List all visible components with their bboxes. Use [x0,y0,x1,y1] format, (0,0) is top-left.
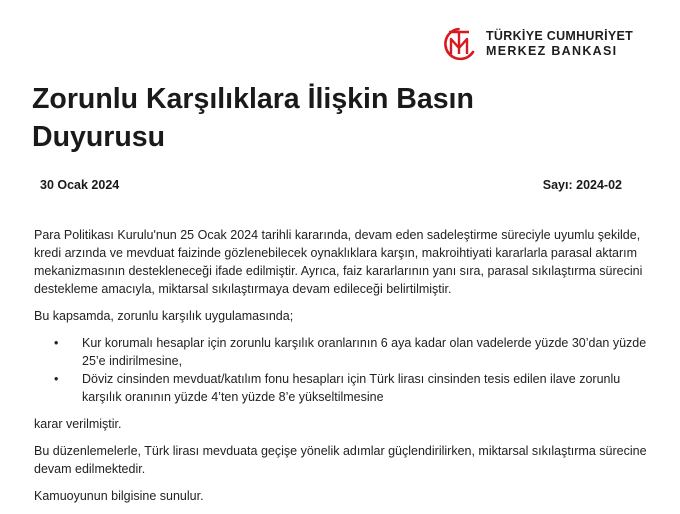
logo-text [486,29,633,59]
logo-line-1: TÜRKİYE CUMHURİYET [486,29,634,43]
bullet-icon: • [54,336,59,350]
logo-line-2: MERKEZ BANKASI [486,44,618,58]
list-item-text: Kur korumalı hesaplar için zorunlu karşılık oranlarının 6 aya kadar olan vadelerde yüzde 30’dan yüzde 25’e indirilmesine, [82,336,647,368]
document-issue-number: Sayı: 2024-02 [542,178,622,192]
paragraph-conclusion: Bu düzenlemelerle, Türk lirası mevduata geçişe yönelik adımlar güçlendirilirken, miktarsal sıkılaştırma sürecine devam edilmektedir. [34,444,647,476]
cbrt-emblem-icon [438,24,480,62]
list-item [34,370,654,406]
paragraph-closing: Kamuoyunun bilgisine sunulur. [34,489,204,503]
document-body [34,226,654,514]
list-item [34,334,654,370]
decision-list [34,334,654,406]
paragraph-scope: Bu kapsamda, zorunlu karşılık uygulamasında; [34,309,294,323]
paragraph-intro: Para Politikası Kurulu'nun 25 Ocak 2024 tarihli kararında, devam eden sadeleştirme süreciyle uyumlu şekilde, kredi arzında ve mevduat faizinde gözlenebilecek oynaklıklara karşın, makroihtiyati kararlarla parasal aktarım mekanizmasının destekleneceği ifade edilmiştir. Ayrıca, faiz kararlarının yanı sıra, parasal sıkılaştırma sürecini destekleme amacıyla, miktarsal sıkılaştırmaya devam edileceği belirtilmiştir. [34,228,643,296]
document-date: 30 Ocak 2024 [40,178,120,192]
cbrt-logo [438,18,668,68]
document-title: Zorunlu Karşılıklara İlişkin Basın Duyurusu [32,83,474,153]
paragraph-decision: karar verilmiştir. [34,417,122,431]
list-item-text: Döviz cinsinden mevduat/katılım fonu hesapları için Türk lirası cinsinden tesis edilen ilave zorunlu karşılık oranının yüzde 4’ten yüzde 8’e yükseltilmesine [82,372,621,404]
bullet-icon: • [54,372,59,386]
